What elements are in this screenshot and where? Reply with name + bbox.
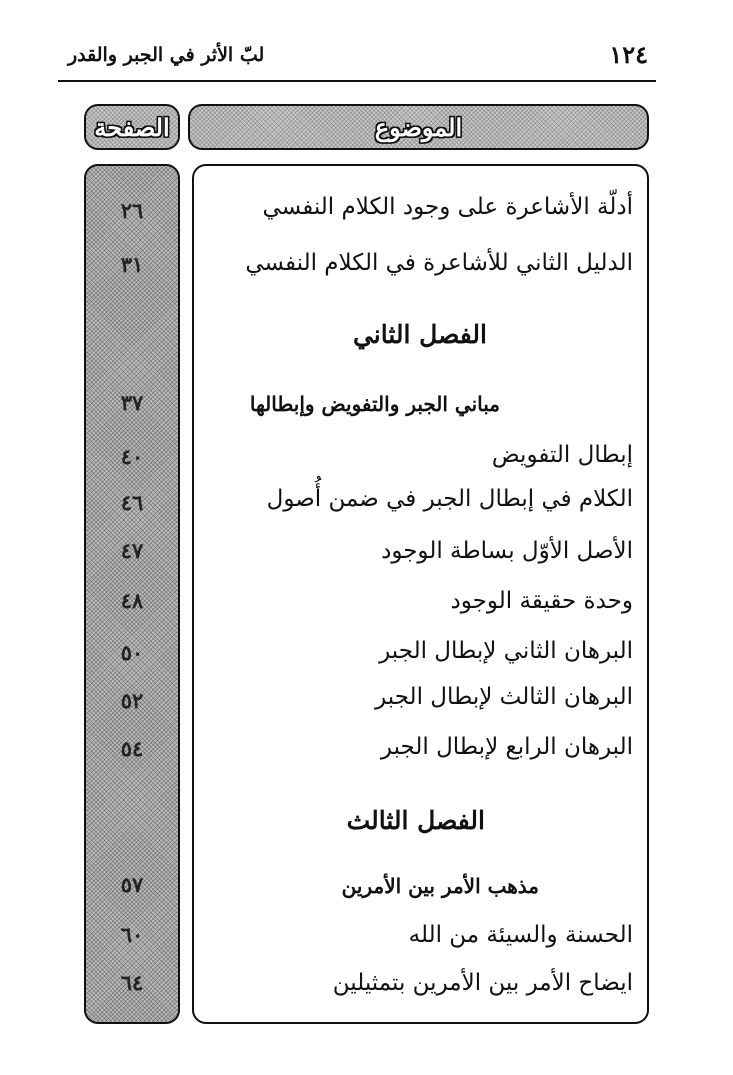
toc-page-number: ٣٧	[120, 390, 144, 415]
running-title: لبّ الأثر في الجبر والقدر	[68, 44, 265, 66]
toc-subheading: مباني الجبر والتفويض وإبطالها	[249, 392, 500, 416]
page-header-label: الصفحة	[94, 112, 170, 142]
toc-page-number: ٤٠	[120, 444, 144, 469]
toc-page-number: ٤٨	[120, 588, 144, 613]
toc-entry: الأصل الأوّل بساطة الوجود	[381, 538, 633, 564]
toc-page-number: ٥٤	[120, 736, 144, 761]
toc-entry: البرهان الرابع لإبطال الجبر	[380, 734, 633, 760]
toc-page-number: ٥٠	[120, 640, 144, 665]
toc-page-number: ٥٢	[120, 688, 144, 713]
toc-page-number: ٢٦	[120, 198, 144, 223]
topic-header-box	[188, 104, 649, 150]
toc-entry: أدلّة الأشاعرة على وجود الكلام النفسي	[262, 194, 633, 220]
running-header	[58, 40, 658, 76]
topic-header-label: الموضوع	[374, 112, 463, 142]
toc-entry: البرهان الثالث لإبطال الجبر	[375, 684, 633, 710]
toc-page-number: ٦٠	[120, 922, 144, 947]
toc-entry: الحسنة والسيئة من الله	[408, 922, 633, 948]
toc-entry: إبطال التفويض	[491, 442, 633, 468]
page-number: ١٢٤	[609, 40, 648, 69]
toc-page-number: ٦٤	[120, 970, 144, 995]
chapter-heading: الفصل الثالث	[346, 806, 485, 835]
page-header-box	[84, 104, 180, 150]
toc-subheading: مذهب الأمر بين الأمرين	[341, 874, 539, 898]
toc-entry: الكلام في إبطال الجبر في ضمن أُصول	[266, 486, 633, 512]
toc-page-number: ٤٦	[120, 490, 144, 515]
toc-entry: ايضاح الأمر بين الأمرين بتمثيلين	[332, 970, 633, 996]
toc-entry: وحدة حقيقة الوجود	[450, 588, 633, 614]
toc-page-number: ٣١	[120, 252, 144, 277]
toc-entry: الدليل الثاني للأشاعرة في الكلام النفسي	[245, 250, 633, 276]
toc-entry: البرهان الثاني لإبطال الجبر	[379, 638, 633, 664]
toc-page-number: ٥٧	[120, 872, 144, 897]
toc-page-number: ٤٧	[120, 538, 144, 563]
chapter-heading: الفصل الثاني	[352, 320, 487, 349]
header-rule	[58, 80, 656, 82]
